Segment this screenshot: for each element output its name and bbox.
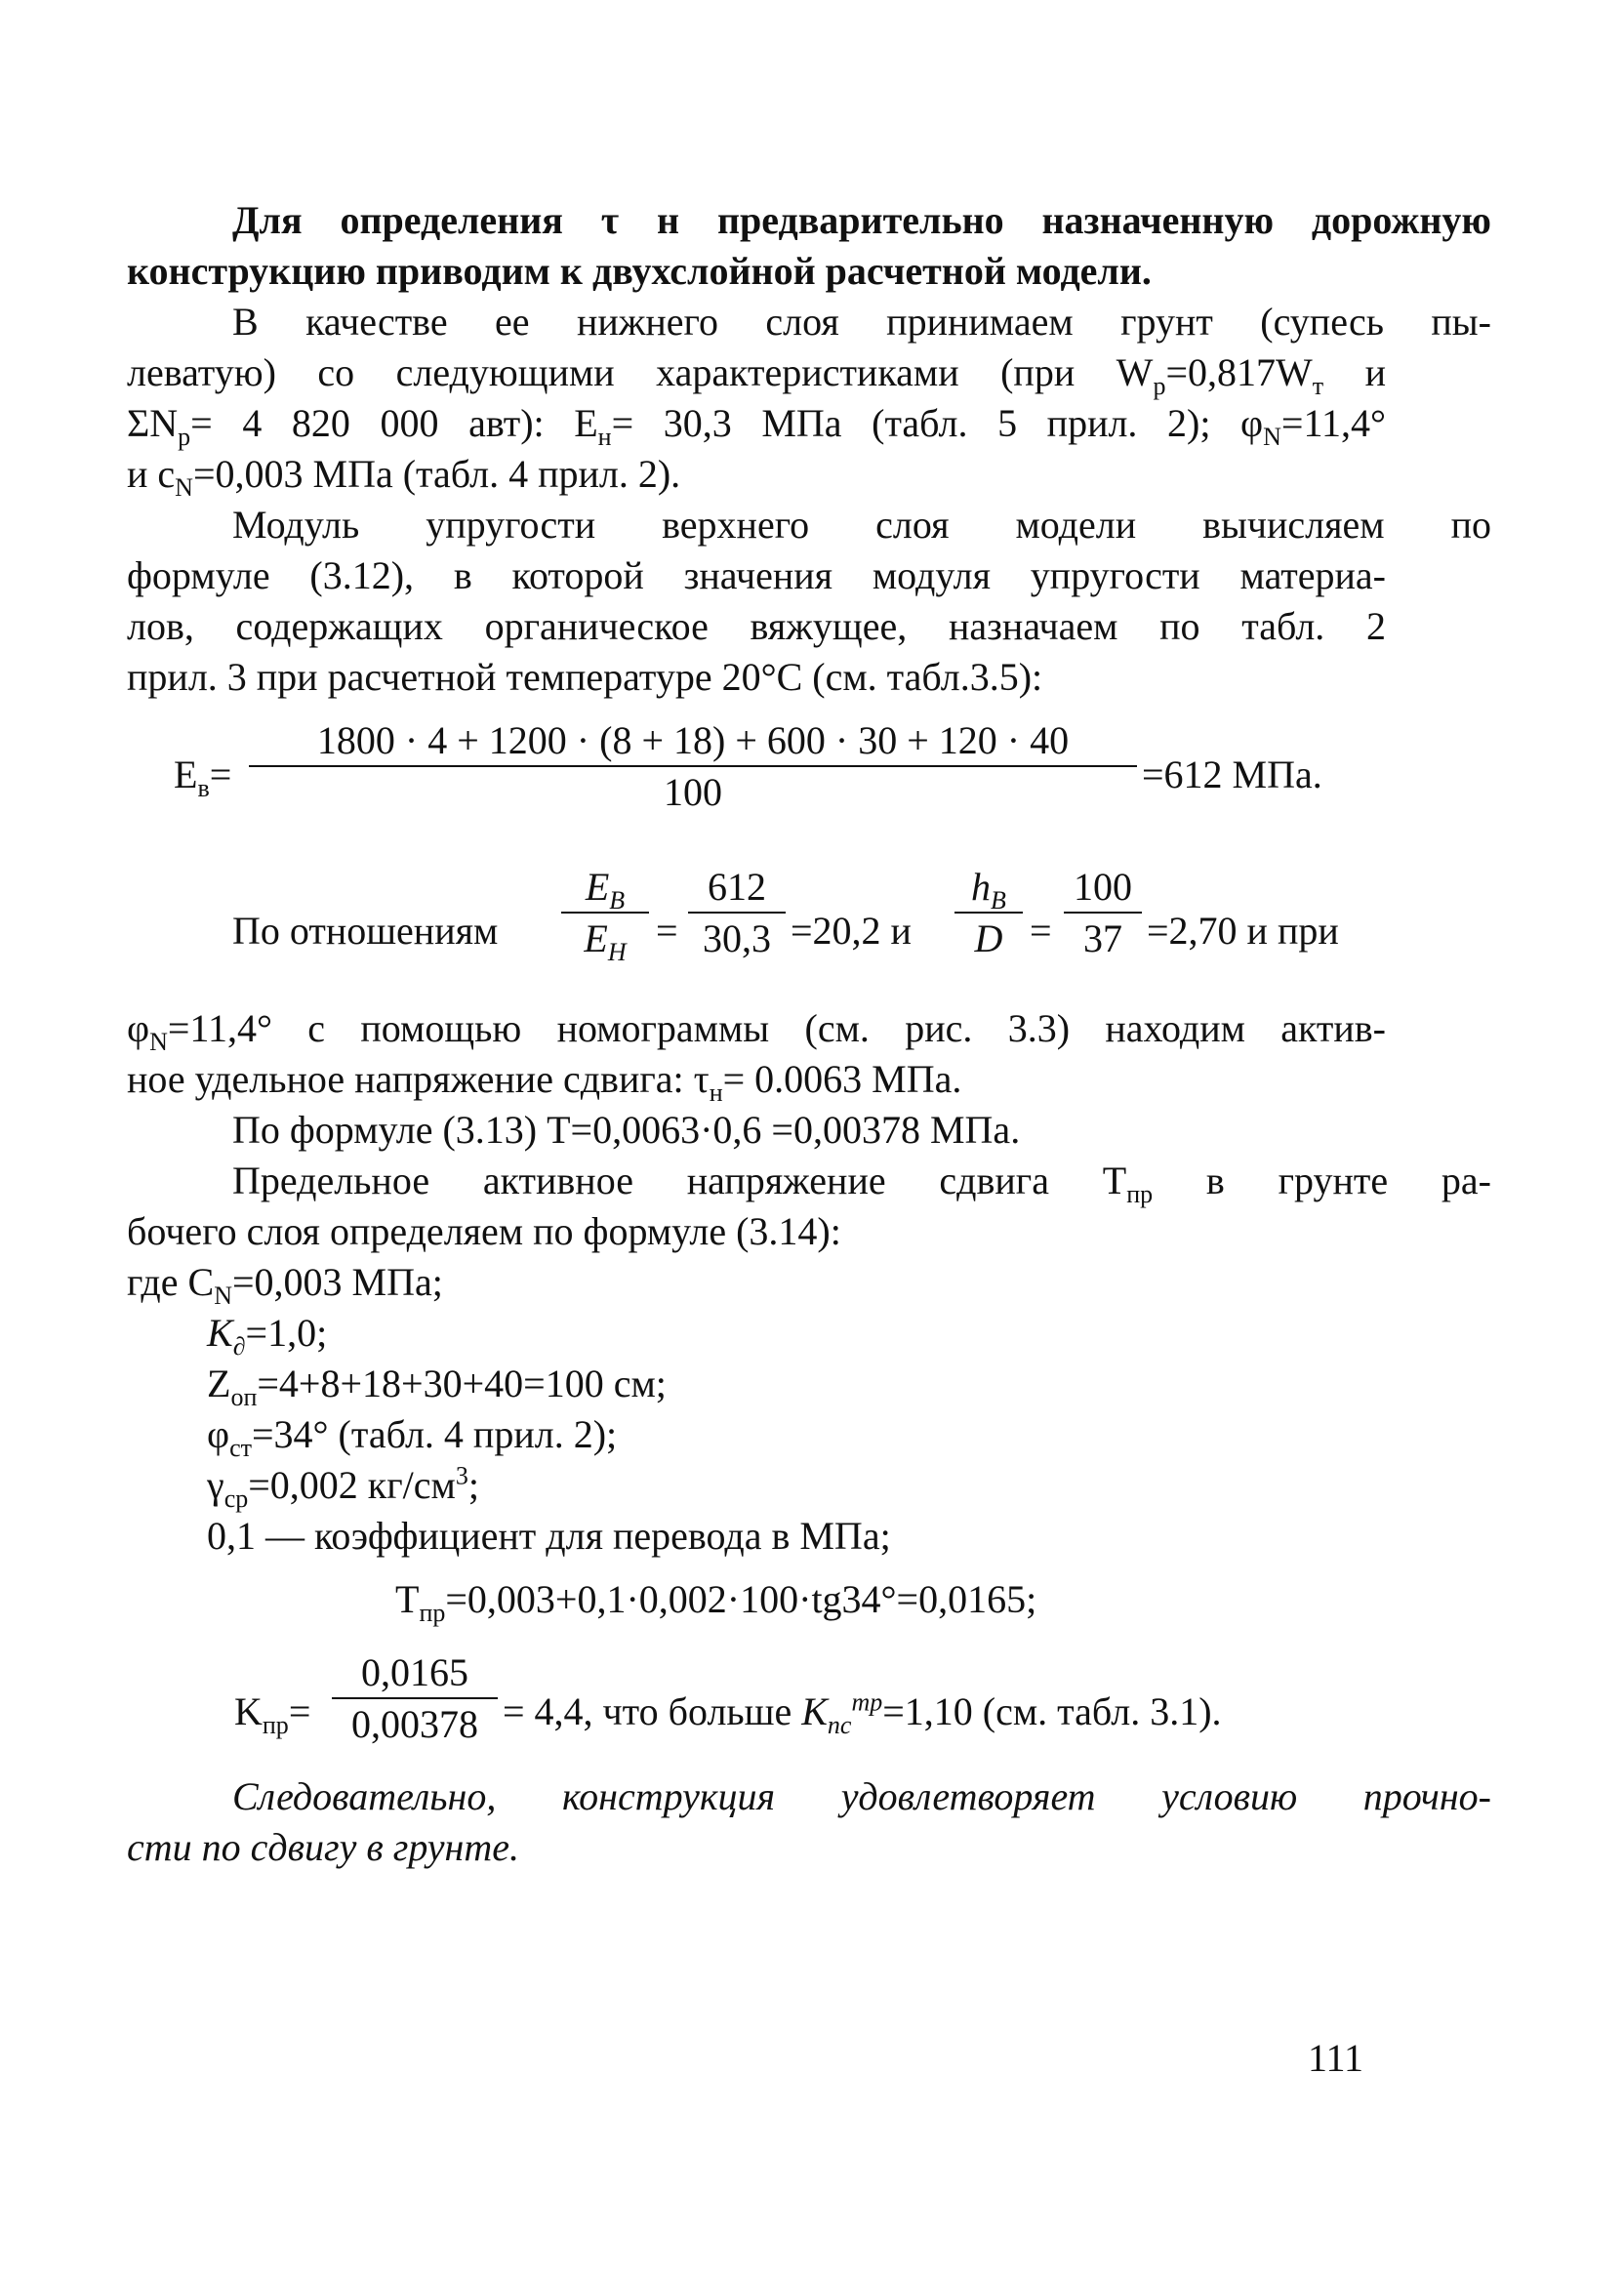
ratio-eb-eh: $E_B$ $E_H$ xyxy=(561,864,649,961)
paragraph3-line1: Модуль упругости верхнего слоя модели вычисляем по xyxy=(232,503,1491,547)
page-number: 111 xyxy=(1308,2036,1364,2080)
where-phi: $\varphi_{ст}=34^\circ$ (табл. 4 прил. 2); xyxy=(207,1412,618,1462)
formula-kpr-numerator: 0,0165 xyxy=(361,1650,468,1694)
fraction-bar xyxy=(688,912,786,914)
ratios-tail: =2,70 и при xyxy=(1147,909,1339,953)
paragraph1-line1: Для определения τ н предварительно назначенную дорожную xyxy=(232,198,1491,242)
fraction-bar xyxy=(249,765,1137,767)
fraction-bar xyxy=(954,912,1023,914)
formula-ev-fraction xyxy=(249,717,1137,815)
formula-tpr: $T_{пр}=0,003+0,1\cdot 0,002\cdot 100\cdot tg34^\circ=0,0165$; xyxy=(395,1577,1037,1627)
paragraph4-line3: По формуле (3.13) T=0,0063·0,6 =0,00378 МПа. xyxy=(232,1108,1021,1152)
paragraph5-line1: Предельное активное напряжение сдвига $T_{пр}$ в грунте ра- xyxy=(232,1159,1491,1208)
paragraph3-line3: лов, содержащих органическое вяжущее, назначаем по табл. 2 xyxy=(127,604,1386,648)
ratios-mid: =20,2 и xyxy=(791,909,912,953)
where-coef: 0,1 — коэффициент для перевода в МПа; xyxy=(207,1514,891,1558)
ratios-eq2: = xyxy=(1030,909,1052,953)
conclusion-line1: Следовательно, конструкция удовлетворяет условию прочно- xyxy=(232,1774,1491,1818)
paragraph3-line4: прил. 3 при расчетной температуре 20°С (см. табл.3.5): xyxy=(127,655,1043,699)
where-gamma: $\gamma_{ср}=0,002$ $кг/см^3$; xyxy=(207,1461,479,1513)
formula-ev-denominator: 100 xyxy=(664,770,722,814)
paragraph3-line2: формуле (3.12), в которой значения модуля упругости материа- xyxy=(127,553,1386,597)
formula-ev-lhs: $E_в=$ xyxy=(174,752,232,802)
paragraph4-line1: $\varphi_N=11,4^\circ$ с помощью номограммы (см. рис. 3.3) находим актив- xyxy=(127,1006,1386,1056)
ratio-hb-d: $h_B$ D xyxy=(954,864,1023,961)
formula-kpr-fraction xyxy=(332,1649,498,1747)
ratio-612-303: 612 30,3 xyxy=(688,864,786,961)
formula-kpr-lhs: $K_{пр}=$ xyxy=(234,1689,311,1739)
paragraph5-line3: где $C_N=0,003$ МПа; xyxy=(127,1260,443,1310)
conclusion-line2: сти по сдвигу в грунте. xyxy=(127,1825,520,1869)
paragraph2-line1: В качестве ее нижнего слоя принимаем грунт (супесь пы- xyxy=(232,300,1491,344)
paragraph2-line3: $\Sigma N_p= 4$ 820 000 авт): $E_н= 30,3$ МПа (табл. 5 прил. 2); $\varphi_N=11,4^\circ$ xyxy=(127,401,1386,451)
fraction-bar xyxy=(1064,912,1142,914)
ratios-lead: По отношениям xyxy=(232,909,499,953)
formula-ev-numerator: 1800 · 4 + 1200 · (8 + 18) + 600 · 30 + 120 · 40 xyxy=(316,718,1070,762)
paragraph5-line2: бочего слоя определяем по формуле (3.14): xyxy=(127,1209,841,1253)
fraction-bar xyxy=(332,1697,498,1699)
formula-ev-result: =612 МПа. xyxy=(1142,752,1322,796)
fraction-bar xyxy=(561,912,649,914)
paragraph2-line2: леватую) со следующими характеристиками (при $W_p=0,817W_т$ и xyxy=(127,350,1387,400)
formula-kpr-denominator: 0,00378 xyxy=(351,1702,478,1746)
ratio-100-37: 100 37 xyxy=(1064,864,1142,961)
paragraph1-line2: конструкцию приводим к двухслойной расчетной модели. xyxy=(127,249,1152,293)
where-z: $Z_{оп}=4+8+18+30+40=100$ см; xyxy=(207,1362,667,1411)
formula-kpr-rhs: = 4,4, что больше $K_{пс}^{тр}=1,10$ (см. табл. 3.1). xyxy=(503,1687,1222,1739)
where-k: $K_\partial=1,0$; xyxy=(207,1311,328,1361)
paragraph4-line2: ное удельное напряжение сдвига: $\tau_н= 0.0063$ МПа. xyxy=(127,1057,962,1107)
paragraph2-line4: и $c_N=0,003$ МПа (табл. 4 прил. 2). xyxy=(127,452,681,502)
ratios-eq1: = xyxy=(656,909,678,953)
